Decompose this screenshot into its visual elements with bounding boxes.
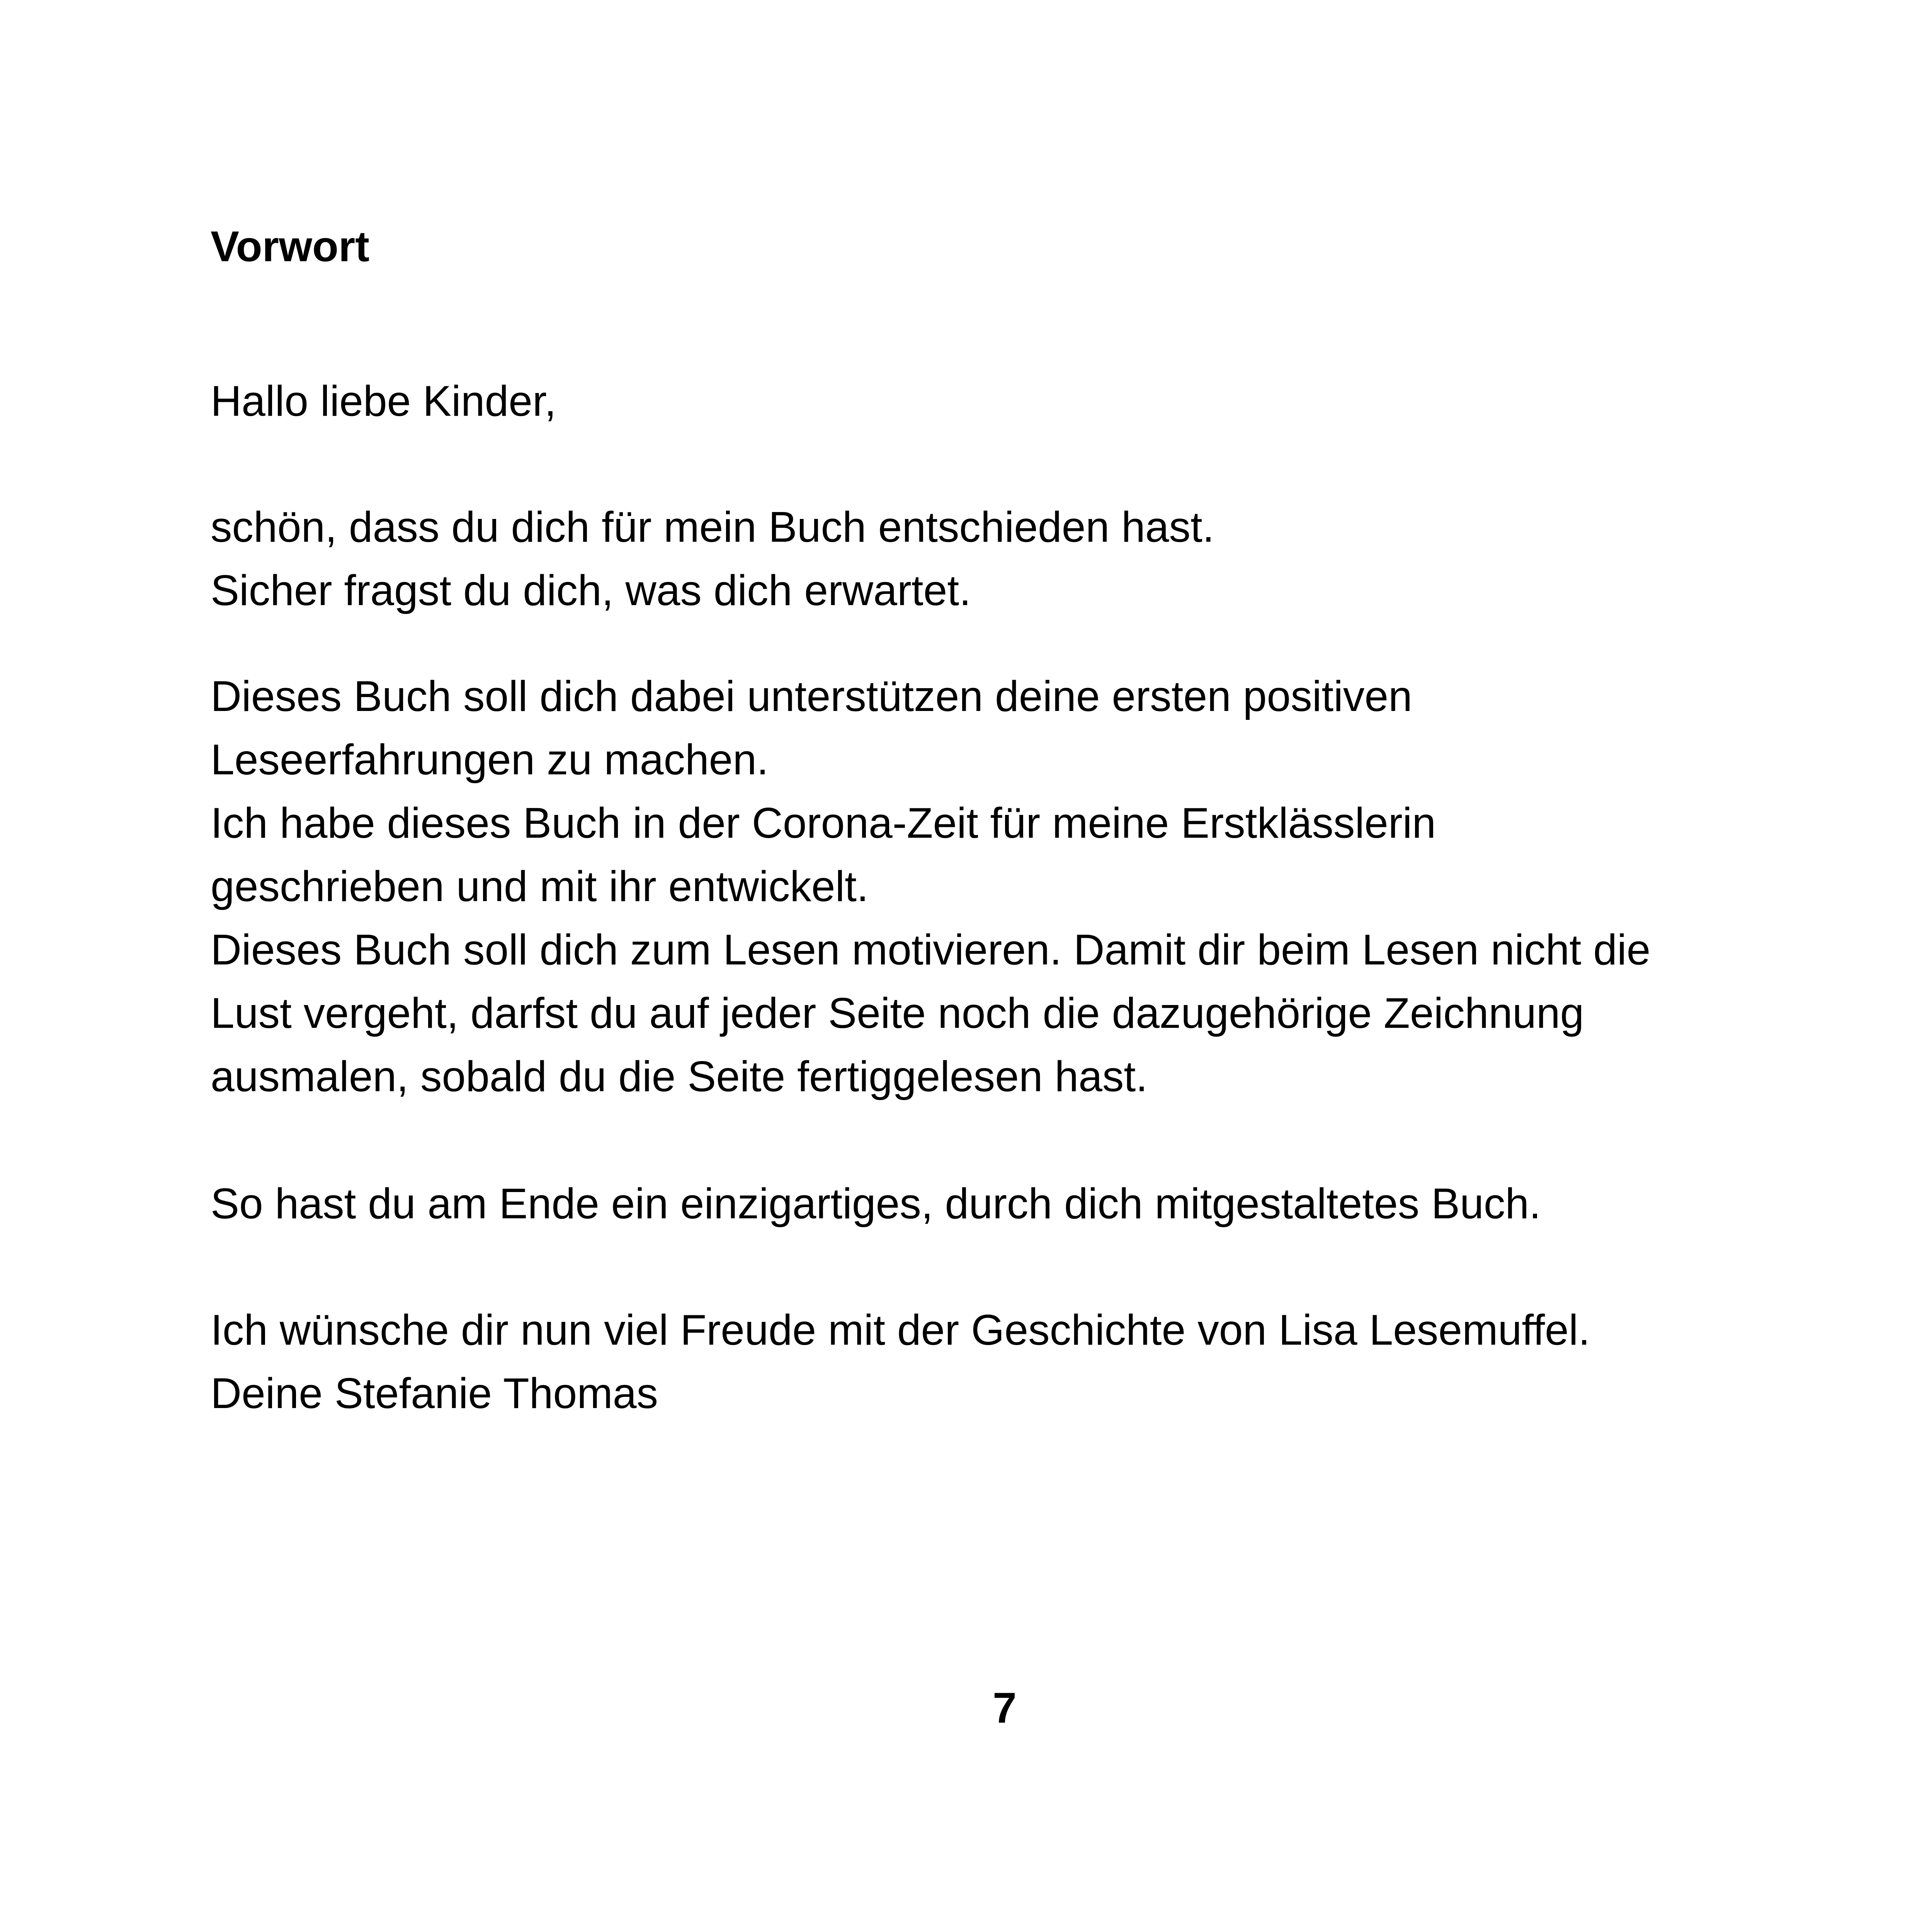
page-number: 7 <box>993 1684 1017 1732</box>
paragraph-line: schön, dass du dich für mein Buch entschieden hast. <box>211 503 1214 551</box>
paragraph-2 <box>211 665 1872 1108</box>
paragraph-line: geschrieben und mit ihr entwickelt. <box>211 862 869 910</box>
paragraph-line: Dieses Buch soll dich zum Lesen motivieren. Damit dir beim Lesen nicht die <box>211 926 1651 974</box>
paragraph-4 <box>211 1298 1872 1425</box>
paragraph-line: Sicher fragst du dich, was dich erwartet. <box>211 566 971 614</box>
greeting <box>211 369 1872 433</box>
paragraph-3 <box>211 1172 1872 1235</box>
greeting-line: Hallo liebe Kinder, <box>211 377 556 425</box>
paragraph-line: Lust vergeht, darfst du auf jeder Seite noch die dazugehörige Zeichnung <box>211 989 1584 1037</box>
paragraph-1 <box>211 495 1872 622</box>
paragraph-line: Ich habe dieses Buch in der Corona-Zeit für meine Erstklässlerin <box>211 799 1436 847</box>
paragraph-line: So hast du am Ende ein einzigartiges, durch dich mitgestaltetes Buch. <box>211 1180 1541 1228</box>
page-heading: Vorwort <box>211 223 370 270</box>
paragraph-line: Dieses Buch soll dich dabei unterstützen deine ersten positiven <box>211 672 1412 720</box>
signature-line: Deine Stefanie Thomas <box>211 1369 658 1417</box>
paragraph-line: ausmalen, sobald du die Seite fertiggelesen hast. <box>211 1053 1148 1100</box>
paragraph-line: Ich wünsche dir nun viel Freude mit der Geschichte von Lisa Lesemuffel. <box>211 1306 1590 1354</box>
paragraph-line: Leseerfahrungen zu machen. <box>211 736 769 784</box>
